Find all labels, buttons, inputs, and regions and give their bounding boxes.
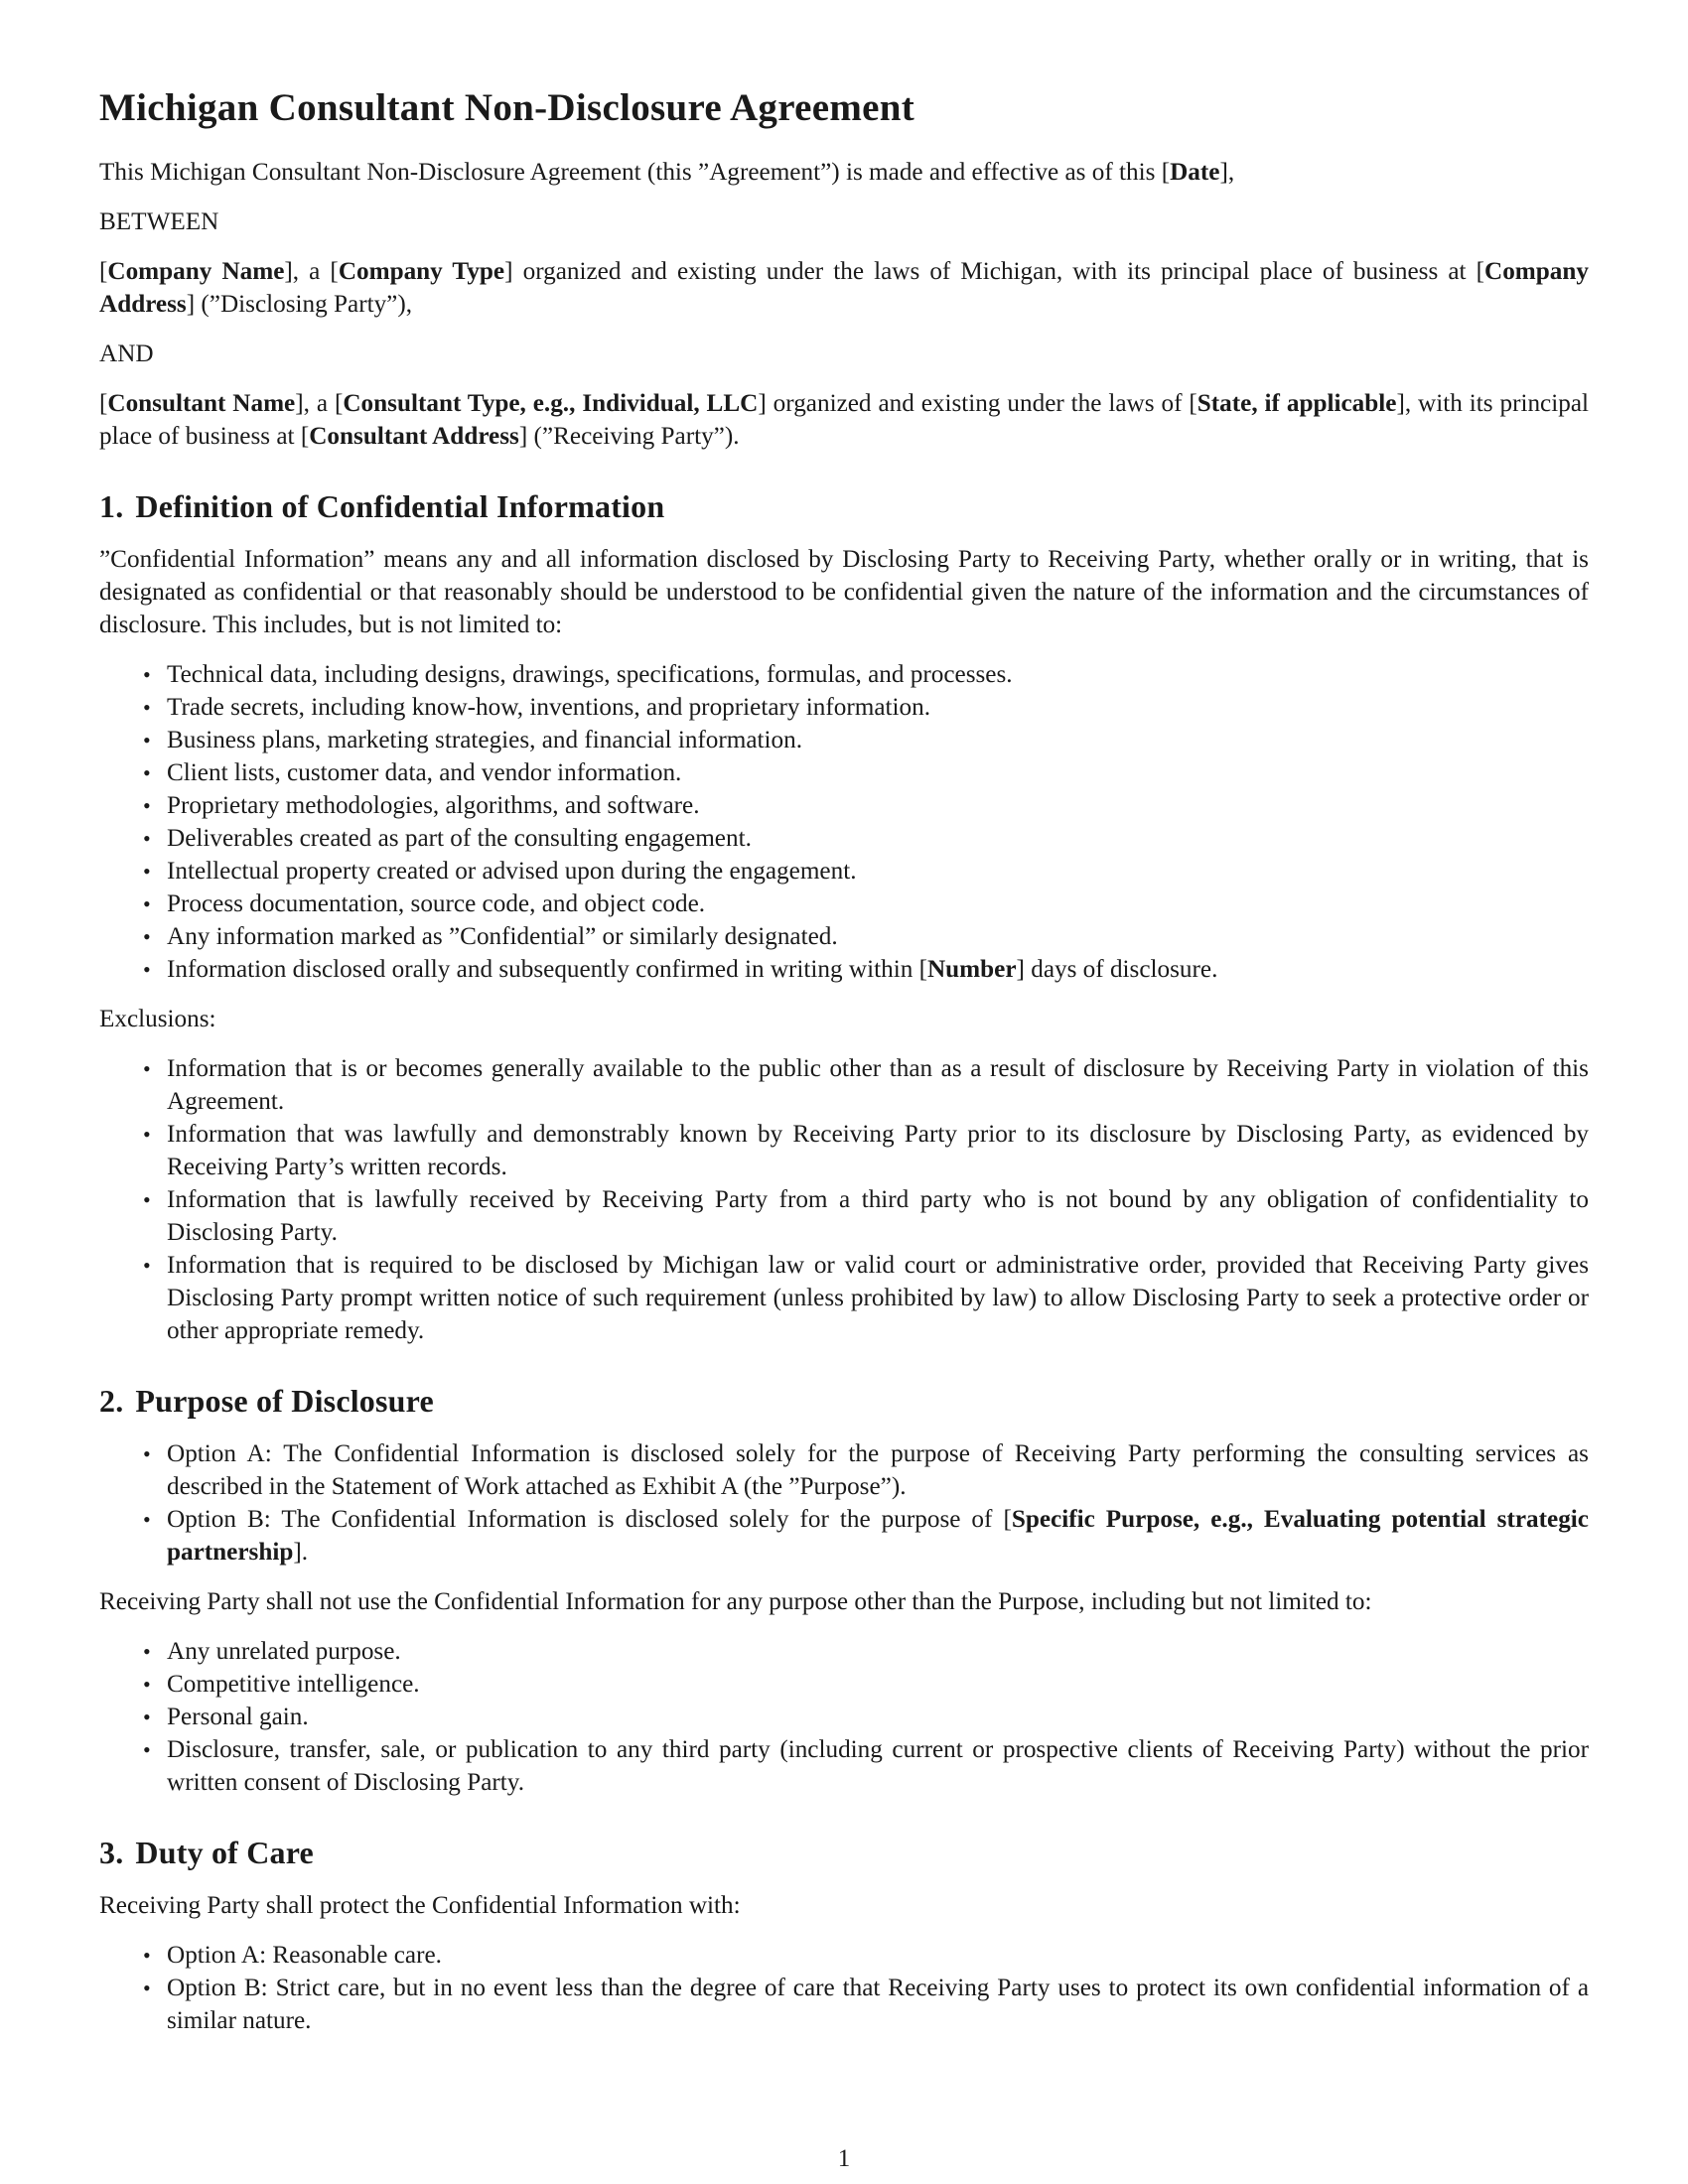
list-item: • Technical data, including designs, drawings, specifications, formulas, and processes. bbox=[99, 658, 1589, 691]
exclusions-list bbox=[99, 1052, 1589, 1347]
company-paragraph: [Company Name], a [Company Type] organized and existing under the laws of Michigan, with its principal place of business at [Company Address] (”Disclosing Party”), bbox=[99, 258, 1589, 318]
bullet-icon: • bbox=[143, 1943, 151, 1968]
bullet-icon: • bbox=[143, 891, 151, 916]
company-type-placeholder: Company Type bbox=[338, 258, 505, 285]
exclusions-label: Exclusions: bbox=[99, 1006, 216, 1032]
section-1-heading: 1. Definition of Confidential Information bbox=[99, 488, 665, 524]
bullet-icon: • bbox=[143, 1672, 151, 1697]
prohibited-uses-list bbox=[99, 1635, 1589, 1799]
purpose-options-list bbox=[99, 1437, 1589, 1569]
section-2-heading: 2. Purpose of Disclosure bbox=[99, 1383, 434, 1419]
page-number: 1 bbox=[837, 2145, 851, 2172]
list-item: • Proprietary methodologies, algorithms, and software. bbox=[99, 789, 1589, 822]
bullet-icon: • bbox=[143, 1705, 151, 1729]
document-title: Michigan Consultant Non-Disclosure Agreement bbox=[99, 86, 915, 129]
bullet-icon: • bbox=[143, 957, 151, 982]
list-item: • Deliverables created as part of the consulting engagement. bbox=[99, 822, 1589, 855]
list-item: • Information that is or becomes generally available to the public other than as a result of disclosure by Receiving Party in violation of this Agreement. bbox=[99, 1052, 1589, 1118]
list-item: • Trade secrets, including know-how, inventions, and proprietary information. bbox=[99, 691, 1589, 724]
state-placeholder: State, if applicable bbox=[1196, 390, 1397, 417]
list-item: • Option B: The Confidential Information is disclosed solely for the purpose of [Specific Purpose, e.g., Evaluating potential strategic partnership]. bbox=[99, 1503, 1589, 1569]
between-label: BETWEEN bbox=[99, 208, 219, 235]
bullet-icon: • bbox=[143, 1253, 151, 1278]
bullet-icon: • bbox=[143, 760, 151, 785]
section-3-heading: 3. Duty of Care bbox=[99, 1835, 314, 1870]
specific-purpose-placeholder: Specific Purpose, e.g., Evaluating potential strategic partnership bbox=[167, 1506, 1589, 1566]
bullet-icon: • bbox=[143, 728, 151, 752]
bullet-icon: • bbox=[143, 662, 151, 687]
list-item: • Information that is lawfully received by Receiving Party from a third party who is not bound by any obligation of confidentiality to Disclosing Party. bbox=[99, 1183, 1589, 1249]
bullet-icon: • bbox=[143, 793, 151, 818]
list-item: • Process documentation, source code, and object code. bbox=[99, 887, 1589, 920]
number-placeholder: Number bbox=[926, 956, 1017, 983]
consultant-type-placeholder: Consultant Type, e.g., Individual, LLC bbox=[343, 390, 759, 417]
list-item: • Information that is required to be disclosed by Michigan law or valid court or administrative order, provided that Receiving Party gives Disclosing Party prompt written notice of such requirement (unless prohibited by law) to allow Disclosing Party to seek a protective order or other appropriate remedy. bbox=[99, 1249, 1589, 1347]
list-item: • Information that was lawfully and demonstrably known by Receiving Party prior to its disclosure by Disclosing Party, as evidenced by Receiving Party’s written records. bbox=[99, 1118, 1589, 1183]
bullet-icon: • bbox=[143, 695, 151, 720]
duty-of-care-options-list bbox=[99, 1939, 1589, 2037]
consultant-name-placeholder: Consultant Name bbox=[107, 390, 296, 417]
bullet-icon: • bbox=[143, 1976, 151, 2000]
list-item: • Disclosure, transfer, sale, or publication to any third party (including current or prospective clients of Receiving Party) without the prior written consent of Disclosing Party. bbox=[99, 1733, 1589, 1799]
consultant-address-placeholder: Consultant Address bbox=[309, 423, 519, 450]
list-item: • Any information marked as ”Confidential” or similarly designated. bbox=[99, 920, 1589, 953]
intro-paragraph: This Michigan Consultant Non-Disclosure Agreement (this ”Agreement”) is made and effective as of this [Date], bbox=[99, 159, 1235, 186]
bullet-icon: • bbox=[143, 1056, 151, 1081]
and-label: AND bbox=[99, 341, 154, 367]
list-item: • Personal gain. bbox=[99, 1701, 1589, 1733]
bullet-icon: • bbox=[143, 1507, 151, 1532]
bullet-icon: • bbox=[143, 924, 151, 949]
list-item: • Option A: The Confidential Information is disclosed solely for the purpose of Receiving Party performing the consulting services as described in the Statement of Work attached as Exhibit A (the ”Purpose”). bbox=[99, 1437, 1589, 1503]
list-item: • Option A: Reasonable care. bbox=[99, 1939, 1589, 1972]
list-item: • Competitive intelligence. bbox=[99, 1668, 1589, 1701]
list-item: • Intellectual property created or advised upon during the engagement. bbox=[99, 855, 1589, 887]
purpose-restriction: Receiving Party shall not use the Confidential Information for any purpose other than the Purpose, including but not limited to: bbox=[99, 1588, 1372, 1615]
company-address-placeholder: Company Address bbox=[99, 258, 1589, 318]
section-1-intro: ”Confidential Information” means any and all information disclosed by Disclosing Party to Receiving Party, whether orally or in writing, that is designated as confidential or that reasonably should be understood to be confidential given the nature of the information and the circumstances of disclosure. This includes, but is not limited to: bbox=[99, 546, 1589, 638]
date-placeholder: Date bbox=[1170, 159, 1220, 186]
bullet-icon: • bbox=[143, 859, 151, 884]
bullet-icon: • bbox=[143, 1441, 151, 1466]
consultant-paragraph: [Consultant Name], a [Consultant Type, e.g., Individual, LLC] organized and existing under the laws of [State, if applicable], with its principal place of business at [Consultant Address] (”Receiving Party”). bbox=[99, 390, 1589, 450]
bullet-icon: • bbox=[143, 1187, 151, 1212]
bullet-icon: • bbox=[143, 1737, 151, 1762]
list-item: • Option B: Strict care, but in no event less than the degree of care that Receiving Party uses to protect its own confidential information of a similar nature. bbox=[99, 1972, 1589, 2037]
document-page bbox=[99, 85, 1589, 2054]
bullet-icon: • bbox=[143, 1639, 151, 1664]
list-item: • Business plans, marketing strategies, and financial information. bbox=[99, 724, 1589, 756]
company-name-placeholder: Company Name bbox=[107, 258, 285, 285]
bullet-icon: • bbox=[143, 1122, 151, 1147]
bullet-icon: • bbox=[143, 826, 151, 851]
confidential-info-list bbox=[99, 658, 1589, 986]
list-item: • Information disclosed orally and subsequently confirmed in writing within [Number] days of disclosure. bbox=[99, 953, 1589, 986]
list-item: • Client lists, customer data, and vendor information. bbox=[99, 756, 1589, 789]
section-3-intro: Receiving Party shall protect the Confidential Information with: bbox=[99, 1892, 741, 1919]
list-item: • Any unrelated purpose. bbox=[99, 1635, 1589, 1668]
